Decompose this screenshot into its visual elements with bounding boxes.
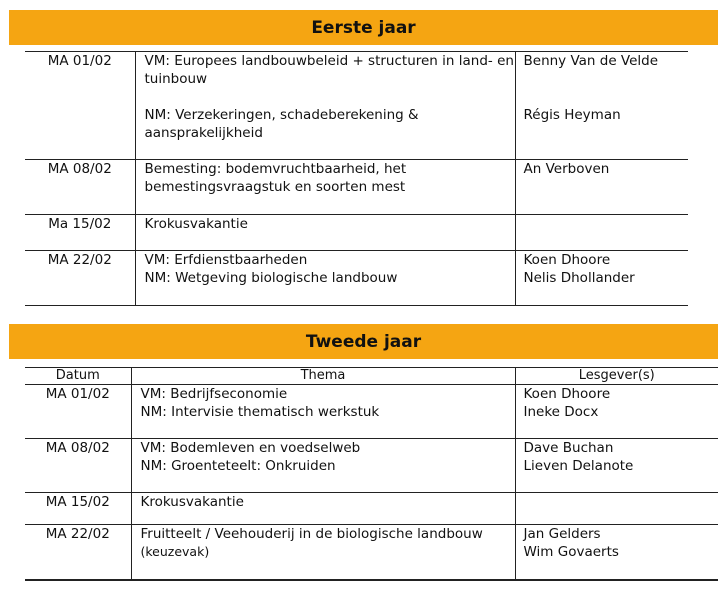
teacher-line: Wim Govaerts [523, 544, 619, 560]
date-cell: Ma 15/02 [25, 215, 135, 251]
theme-line: NM: Groenteteelt: Onkruiden [140, 458, 336, 474]
table-row [25, 439, 718, 493]
teacher-cell [515, 251, 688, 306]
teacher-cell [515, 52, 688, 160]
year2-title: Tweede jaar [9, 324, 718, 359]
theme-line: NM: Wetgeving biologische landbouw [144, 270, 398, 286]
teacher-cell [515, 493, 718, 525]
year1-schedule-table [25, 51, 688, 306]
date-cell: MA 15/02 [25, 493, 131, 525]
teacher-cell [515, 439, 718, 493]
teacher-cell [515, 160, 688, 215]
theme-line-note: (keuzevak) [140, 544, 210, 559]
date-cell: MA 08/02 [25, 439, 131, 493]
date-cell: MA 22/02 [25, 251, 135, 306]
teacher-line: An Verboven [523, 161, 610, 177]
table-row [25, 251, 688, 306]
theme-line: Fruitteelt / Veehouderij in de biologische landbouw [140, 526, 483, 542]
theme-line: VM: Erfdienstbaarheden [144, 252, 308, 268]
teacher-line: Koen Dhoore [523, 386, 611, 402]
teacher-line: Lieven Delanote [523, 458, 634, 474]
teacher-cell [515, 215, 688, 251]
theme-cell [131, 493, 515, 525]
teacher-line: Régis Heyman [523, 107, 621, 123]
theme-line: Krokusvakantie [140, 494, 244, 510]
theme-line: VM: Europees landbouwbeleid + structuren in land- en tuinbouw [144, 53, 514, 87]
header-date: Datum [25, 368, 131, 385]
theme-line: VM: Bodemleven en voedselweb [140, 440, 361, 456]
teacher-line: Koen Dhoore [523, 252, 611, 268]
table-row [25, 52, 688, 160]
theme-line: Bemesting: bodemvruchtbaarheid, het bemestingsvraagstuk en soorten mest [144, 161, 407, 195]
theme-cell [131, 525, 515, 580]
teacher-cell [515, 525, 718, 580]
theme-line: Krokusvakantie [144, 216, 248, 232]
year1-title: Eerste jaar [9, 10, 718, 45]
table-row [25, 215, 688, 251]
theme-cell [131, 439, 515, 493]
date-cell: MA 22/02 [25, 525, 131, 580]
teacher-cell [515, 385, 718, 439]
teacher-line: Ineke Docx [523, 404, 599, 420]
theme-line: VM: Bedrijfseconomie [140, 386, 288, 402]
theme-cell [135, 160, 515, 215]
table-row [25, 160, 688, 215]
theme-cell [131, 385, 515, 439]
date-cell: MA 01/02 [25, 385, 131, 439]
theme-cell [135, 215, 515, 251]
table-header-row [25, 368, 718, 385]
theme-cell [135, 52, 515, 160]
table-row [25, 493, 718, 525]
theme-line: NM: Verzekeringen, schadeberekening & aansprakelijkheid [144, 107, 419, 141]
date-cell: MA 01/02 [25, 52, 135, 160]
teacher-line: Nelis Dhollander [523, 270, 635, 286]
teacher-line: Dave Buchan [523, 440, 614, 456]
date-cell: MA 08/02 [25, 160, 135, 215]
table-row [25, 385, 718, 439]
theme-cell [135, 251, 515, 306]
teacher-line: Jan Gelders [523, 526, 601, 542]
teacher-line: Benny Van de Velde [523, 53, 659, 69]
table-row [25, 525, 718, 580]
theme-line: NM: Intervisie thematisch werkstuk [140, 404, 380, 420]
year2-schedule-table [25, 367, 718, 581]
header-teacher: Lesgever(s) [515, 368, 718, 385]
header-theme: Thema [131, 368, 515, 385]
